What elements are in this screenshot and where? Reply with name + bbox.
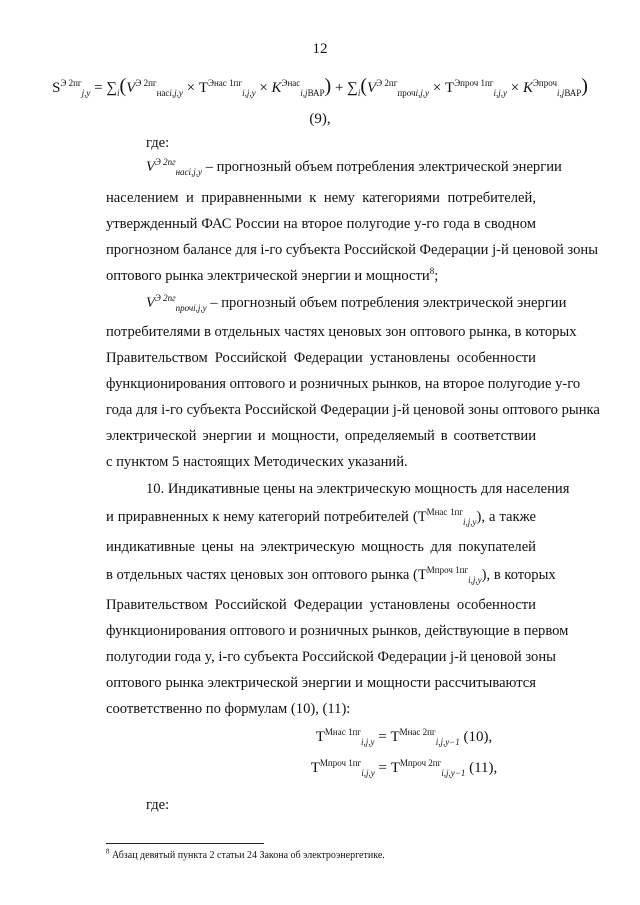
def1-line-3: утвержденный ФАС России на второе полугодие y-го года в сводном — [106, 216, 536, 232]
where-label-2: где: — [146, 797, 170, 813]
footnote-divider — [106, 843, 264, 844]
para10-line-9: соответственно по формулам (10), (11): — [106, 701, 351, 717]
page-number: 12 — [312, 41, 328, 57]
para10-line-5: Правительством Российской Федерации установлены особенности — [106, 597, 536, 613]
formula-10-number: (10), — [463, 729, 493, 745]
footnote: $^8$ Абзац девятый пункта 2 статьи 24 Закона об электроэнергетике. — [106, 847, 385, 861]
def1-line-4: прогнозном балансе для i-го субъекта Российской Федерации j-й ценовой зоны — [106, 242, 599, 258]
para10-line-6: функционирования оптового и розничных рынков, действующие в первом — [106, 623, 569, 639]
where-label: где: — [146, 135, 170, 151]
def2-line-7: с пунктом 5 настоящих Методических указаний. — [106, 454, 408, 470]
formula-9-number: (9), — [309, 111, 331, 127]
def2-line-4: функционирования оптового и розничных рынков, на второе полугодие y-го — [106, 376, 581, 392]
def1-line-2: населением и приравненными к нему категориями потребителей, — [106, 190, 536, 206]
para10-line-2: и приравненных к нему категорий потребителей $(Т^{Мнас 1пг}_{i,j,y})$, а также — [106, 507, 536, 527]
footnote-ref: 8 — [429, 266, 435, 277]
para10-line-8: оптового рынка электрической энергии и мощности рассчитываются — [106, 675, 536, 691]
def2-line-2: потребителями в отдельных частях ценовых зон оптового рынка, в которых — [106, 324, 577, 340]
def2-line-6: электрической энергии и мощности, определяемый в соответствии — [106, 428, 536, 444]
formula-10: $Т^{Мнас 1пг}_{i,j,y} = Т^{Мнас 2пг}_{i,j,y-1}$ (10), — [315, 727, 493, 747]
formula-11: $Т^{Мпроч 1пг}_{i,j,y} = Т^{Мпроч 2пг}_{i,j,y-1}$ (11), — [310, 758, 498, 778]
para10-line-3: индикативные цены на электрическую мощность для покупателей — [106, 539, 536, 555]
formula-11-number: (11), — [469, 760, 498, 776]
para10-line-1: 10. Индикативные цены на электрическую мощность для населения — [146, 481, 570, 497]
def2-line-1: $V^{Э 2пг}_{прочi,j,y}$ – прогнозный объем потребления электрической энергии — [146, 293, 567, 313]
def2-line-3: Правительством Российской Федерации установлены особенности — [106, 350, 536, 366]
def2-line-5: года для i-го субъекта Российской Федерации j-й ценовой зоны оптового рынка — [106, 402, 600, 418]
para10-line-4: в отдельных частях ценовых зон оптового рынка $(Т^{Мпроч 1пг}_{i,j,y})$, в которых — [106, 565, 556, 585]
formula-9: $S^{Э 2пг}_{j,y} = \sum_i(V^{Э 2пг}_{насi,j,y} \times Т^{Энас 1пг}_{i,j,y} \times K^{Энас}_{i,jВАР}) + \sum_i(V^{Э 2пг}_{прочi,j,y} \times Т^{Эпроч 1пг}_{i,j,y} \times K^{Эпроч}_{i,jВАР})$ — [52, 75, 588, 98]
def1-line-1: $V^{Э 2пг}_{насi,j,y}$ – прогнозный объем потребления электрической энергии — [146, 157, 562, 177]
para10-line-7: полугодии года y, i-го субъекта Российской Федерации j-й ценовой зоны — [106, 649, 556, 665]
def1-line-5: оптового рынка электрической энергии и мощности$^8$; — [106, 266, 439, 284]
